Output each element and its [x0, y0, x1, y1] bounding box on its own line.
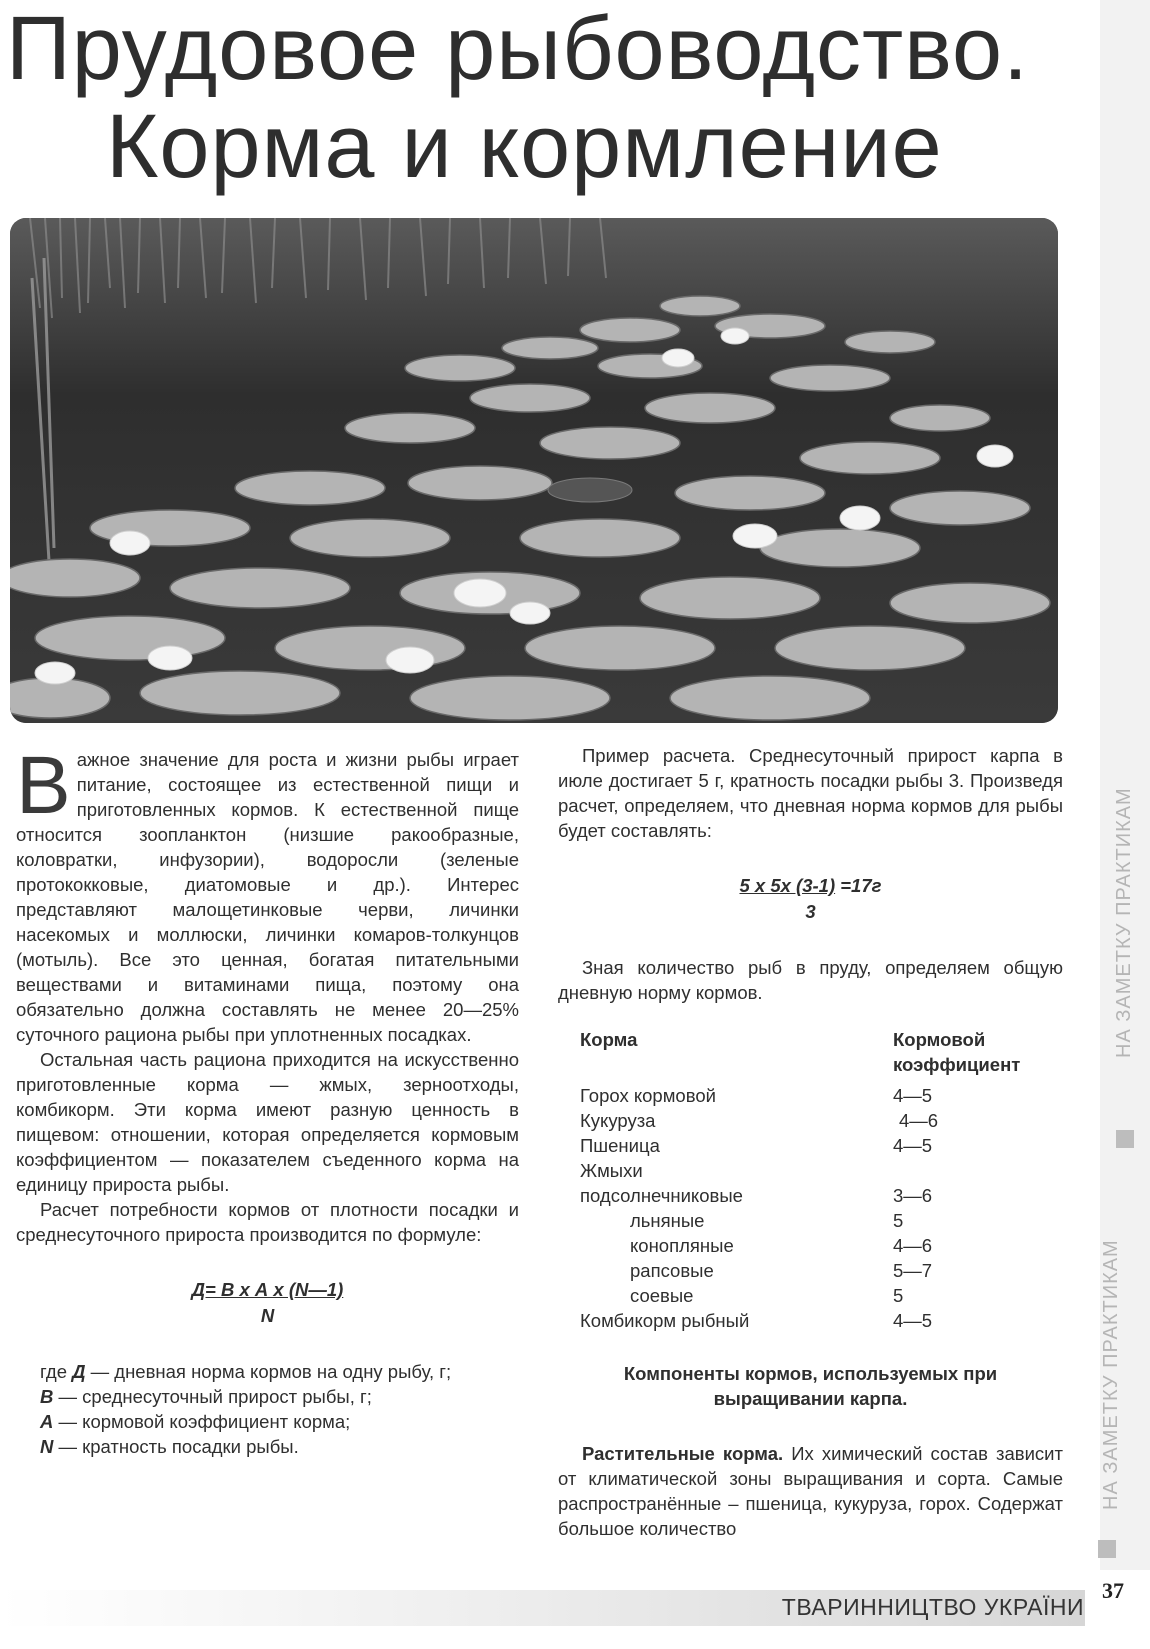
paragraph-calculation: Расчет потребности кормов от плотности посадки и среднесуточного прироста производится по формуле: — [16, 1199, 519, 1245]
table-row: рапсовые 5—7 — [630, 1260, 933, 1281]
table-row: подсолнечниковые 3—6 — [580, 1185, 933, 1206]
legend-item: N — кратность посадки рыбы. — [40, 1436, 299, 1457]
example-formula — [558, 873, 1063, 925]
title-line-2: Корма и кормление — [106, 97, 943, 197]
page-number: 37 — [1102, 1578, 1124, 1603]
side-square-icon — [1116, 1130, 1134, 1148]
formula-numerator: Д= В x А x (N—1) — [191, 1279, 344, 1300]
example-numerator: 5 x 5x (3-1) — [739, 875, 836, 896]
legend-item: А — кормовой коэффициент корма; — [40, 1411, 351, 1432]
table-row: Горох кормовой 4—5 — [580, 1085, 933, 1106]
side-label-bottom: НА ЗАМЕТКУ ПРАКТИКАМ — [1100, 1239, 1122, 1510]
example-denominator: 3 — [805, 901, 816, 922]
formula-legend — [16, 1359, 519, 1459]
side-label-top: НА ЗАМЕТКУ ПРАКТИКАМ — [1113, 787, 1135, 1058]
paragraph-example: Пример расчета. Среднесуточный прирост карпа в июле достигает 5 г, кратность посадки рыбы 3. Произведя расчет, определяем, что дневная норма кормов для рыбы будет составлять: — [558, 745, 1063, 841]
title-line-1: Прудовое рыбоводство. — [6, 0, 1030, 99]
legend-item: В — среднесуточный прирост рыбы, г; — [40, 1386, 372, 1407]
left-column — [16, 740, 519, 1459]
example-result: =17г — [835, 875, 882, 896]
formula-denominator: N — [260, 1305, 275, 1326]
feed-formula — [16, 1277, 519, 1329]
legend-item: где Д — дневная норма кормов на одну рыбу, г; — [40, 1361, 452, 1382]
table-row: Жмыхи — [580, 1160, 643, 1181]
pond-water-lilies-photo — [10, 218, 1058, 723]
feed-table — [580, 1027, 1020, 1333]
table-header-coefficient: Кормовой коэффициент — [893, 1029, 1021, 1075]
paragraph-rations: Остальная часть рациона приходится на искусственно приготовленные корма — жмых, зерноотходы, комбикорм. Эти корма имеют разную ценность в пищевом: отношении, которая определяется кормовым коэффициентом — показателем съеденного корма на единицу прироста рыбы. — [16, 1049, 519, 1195]
magazine-name: ТВАРИННИЦТВО УКРАЇНИ — [781, 1594, 1084, 1620]
table-row: конопляные 4—6 — [630, 1235, 933, 1256]
drop-cap: В — [16, 740, 71, 831]
table-header-feed: Корма — [580, 1029, 638, 1050]
side-square-icon — [1098, 1540, 1116, 1558]
table-header — [580, 1027, 1020, 1083]
paragraph-plant-feeds: Растительные корма. Их химический состав зависит от климатической зоны выращивания и сорта. Самые распространённые – пшеница, кукуруза, горох. Содержат большое количество — [558, 1443, 1063, 1539]
article-title — [6, 0, 1106, 196]
right-column — [558, 743, 1063, 1541]
intro-text: ажное значение для роста и жизни рыбы играет питание, состоящее из естественной пищи и приготовленных кормов. К естественной пище относится зоопланктон (низшие ракообразные, коловратки, инфузории), водоросли (зеленые протококковые, диатомовые и др.). Интерес представляют малощетинковые черви, личинки насекомых и моллюски, личинки комаров-толкунцов (мотыль). Все это ценная, богатая питательными веществами и витаминами пища, поэтому она обязательно должна составлять не менее 20—25% суточного рациона рыбы при уплотненных посадках. — [16, 749, 519, 1045]
table-row: льняные 5 — [630, 1210, 904, 1231]
table-row: соевые 5 — [630, 1285, 904, 1306]
table-row: Комбикорм рыбный 4—5 — [580, 1310, 933, 1331]
table-row: Пшеница 4—5 — [580, 1135, 933, 1156]
table-row: Кукуруза 4—6 — [580, 1110, 939, 1131]
intro-paragraph — [16, 740, 519, 1047]
plant-feeds-heading: Растительные корма. — [582, 1443, 784, 1464]
table-caption: Компоненты кормов, используемых при выращивании карпа. — [623, 1363, 998, 1409]
paragraph-total: Зная количество рыб в пруду, определяем общую дневную норму кормов. — [558, 957, 1063, 1003]
